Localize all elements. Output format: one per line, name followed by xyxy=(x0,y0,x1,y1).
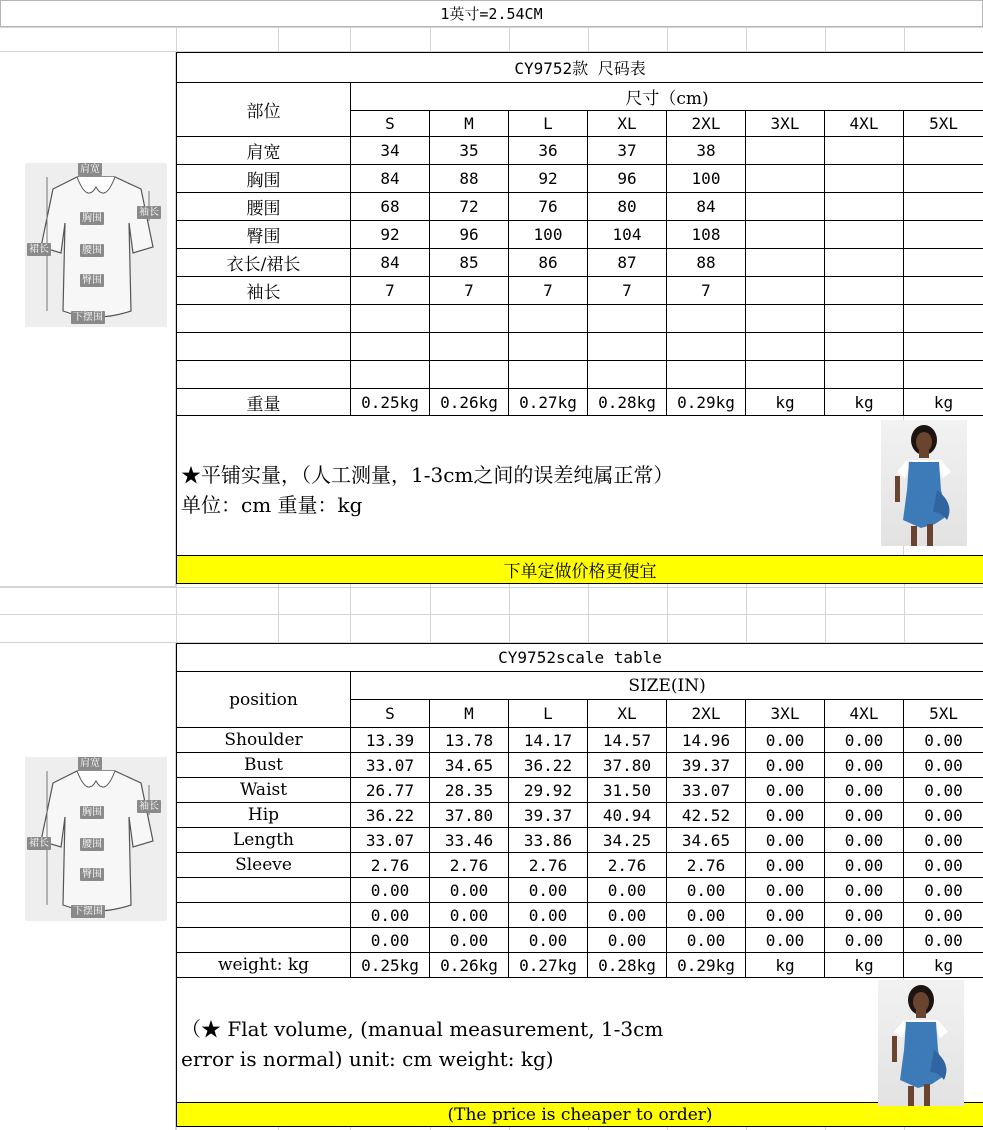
value-cell xyxy=(825,361,904,389)
value-cell: 0.00 xyxy=(825,928,904,953)
value-cell: 33.07 xyxy=(351,828,430,853)
value-cell: 0.00 xyxy=(904,828,983,853)
value-cell: 68 xyxy=(351,193,430,221)
value-cell: 2.76 xyxy=(588,853,667,878)
value-cell xyxy=(351,333,430,361)
value-cell: 31.50 xyxy=(588,778,667,803)
value-cell: 0.00 xyxy=(588,878,667,903)
label-hip: 臀围 xyxy=(82,869,102,880)
size-cell: 3XL xyxy=(746,111,825,137)
value-cell: 88 xyxy=(667,249,746,277)
value-cell: 0.00 xyxy=(825,853,904,878)
weight-cell: kg xyxy=(825,953,904,978)
value-cell xyxy=(746,361,825,389)
value-cell: 0.00 xyxy=(825,728,904,753)
value-cell: 2.76 xyxy=(509,853,588,878)
label-bust: 胸围 xyxy=(82,213,102,224)
label-length: 裙长 xyxy=(29,838,49,849)
label-length: 裙长 xyxy=(29,244,49,255)
weight-label: weight: kg xyxy=(177,953,351,978)
model-photo-icon xyxy=(878,980,964,1106)
row-label: 腰围 xyxy=(177,193,351,221)
label-sleeve: 袖长 xyxy=(139,207,159,218)
value-cell xyxy=(825,137,904,165)
value-cell xyxy=(904,137,983,165)
value-cell: 0.00 xyxy=(351,878,430,903)
value-cell: 14.57 xyxy=(588,728,667,753)
table-row xyxy=(177,249,983,277)
value-cell: 2.76 xyxy=(667,853,746,878)
value-cell: 33.46 xyxy=(430,828,509,853)
row-label: Sleeve xyxy=(177,853,351,878)
value-cell xyxy=(667,361,746,389)
value-cell xyxy=(825,193,904,221)
value-cell: 7 xyxy=(351,277,430,305)
value-cell: 0.00 xyxy=(904,803,983,828)
row-label: Length xyxy=(177,828,351,853)
label-hip: 臀围 xyxy=(82,275,102,286)
weight-cell: 0.29kg xyxy=(667,389,746,416)
value-cell: 33.07 xyxy=(667,778,746,803)
table-row xyxy=(177,137,983,165)
value-cell: 96 xyxy=(430,221,509,249)
weight-cell: kg xyxy=(746,953,825,978)
table-row xyxy=(177,803,983,828)
value-cell xyxy=(509,333,588,361)
value-cell: 33.86 xyxy=(509,828,588,853)
weight-cell: 0.25kg xyxy=(351,953,430,978)
garment-diagram-cn xyxy=(25,163,167,327)
label-hem: 下摆围 xyxy=(73,312,103,323)
label-waist: 腰围 xyxy=(82,839,102,850)
value-cell xyxy=(351,305,430,333)
value-cell xyxy=(825,221,904,249)
value-cell: 0.00 xyxy=(904,928,983,953)
note-text-en xyxy=(181,1014,663,1074)
value-cell: 0.00 xyxy=(588,903,667,928)
weight-cell: kg xyxy=(746,389,825,416)
value-cell xyxy=(904,277,983,305)
value-cell: 37.80 xyxy=(430,803,509,828)
value-cell xyxy=(430,333,509,361)
size-cell: XL xyxy=(588,700,667,728)
note-line: （★ Flat volume, (manual measurement, 1-3cm xyxy=(181,1017,664,1041)
row-label xyxy=(177,878,351,903)
weight-cell: kg xyxy=(904,953,983,978)
label-bust: 胸围 xyxy=(82,807,102,818)
value-cell xyxy=(588,305,667,333)
value-cell xyxy=(509,361,588,389)
value-cell: 2.76 xyxy=(430,853,509,878)
value-cell: 0.00 xyxy=(825,753,904,778)
value-cell: 88 xyxy=(430,165,509,193)
value-cell xyxy=(904,249,983,277)
value-cell: 84 xyxy=(351,165,430,193)
value-cell xyxy=(904,361,983,389)
value-cell xyxy=(351,361,430,389)
value-cell xyxy=(825,277,904,305)
value-cell: 14.96 xyxy=(667,728,746,753)
unit-header: 1英寸=2.54CM xyxy=(0,0,983,27)
value-cell: 0.00 xyxy=(904,728,983,753)
value-cell: 0.00 xyxy=(904,903,983,928)
label-hem: 下摆围 xyxy=(73,906,103,917)
row-label xyxy=(177,333,351,361)
value-cell: 38 xyxy=(667,137,746,165)
value-cell: 84 xyxy=(667,193,746,221)
table-row xyxy=(177,778,983,803)
value-cell: 13.39 xyxy=(351,728,430,753)
value-cell xyxy=(746,277,825,305)
size-cell: 3XL xyxy=(746,700,825,728)
value-cell: 28.35 xyxy=(430,778,509,803)
value-cell: 0.00 xyxy=(904,778,983,803)
note-line: 单位：cm 重量：kg xyxy=(181,493,363,517)
value-cell: 2.76 xyxy=(351,853,430,878)
part-header: position xyxy=(177,672,351,728)
weight-row xyxy=(177,389,983,416)
value-cell: 14.17 xyxy=(509,728,588,753)
size-cell: L xyxy=(509,111,588,137)
value-cell: 34.65 xyxy=(667,828,746,853)
weight-cell: 0.26kg xyxy=(430,389,509,416)
table-row xyxy=(177,165,983,193)
value-cell: 0.00 xyxy=(746,903,825,928)
value-cell: 80 xyxy=(588,193,667,221)
size-cell: S xyxy=(351,111,430,137)
value-cell: 36 xyxy=(509,137,588,165)
label-waist: 腰围 xyxy=(82,245,102,256)
value-cell xyxy=(746,333,825,361)
row-label: Shoulder xyxy=(177,728,351,753)
part-header: 部位 xyxy=(177,83,351,137)
row-label: Waist xyxy=(177,778,351,803)
table-row xyxy=(177,878,983,903)
note-line: ★平铺实量，（人工测量，1-3cm之间的误差纯属正常） xyxy=(181,463,674,487)
value-cell xyxy=(825,305,904,333)
weight-cell: 0.28kg xyxy=(588,953,667,978)
value-cell xyxy=(430,305,509,333)
value-cell: 108 xyxy=(667,221,746,249)
size-cell: 2XL xyxy=(667,111,746,137)
value-cell: 0.00 xyxy=(430,878,509,903)
row-label: Bust xyxy=(177,753,351,778)
value-cell xyxy=(588,333,667,361)
note-line: error is normal) unit: cm weight: kg) xyxy=(181,1047,554,1071)
value-cell: 0.00 xyxy=(509,878,588,903)
footer-banner: 下单定做价格更便宜 xyxy=(177,556,983,584)
size-header: 尺寸（cm) xyxy=(351,83,983,111)
row-label xyxy=(177,361,351,389)
value-cell: 0.00 xyxy=(904,878,983,903)
value-cell: 39.37 xyxy=(509,803,588,828)
value-cell: 35 xyxy=(430,137,509,165)
value-cell: 0.00 xyxy=(746,828,825,853)
value-cell: 36.22 xyxy=(351,803,430,828)
value-cell xyxy=(746,165,825,193)
value-cell: 29.92 xyxy=(509,778,588,803)
value-cell: 87 xyxy=(588,249,667,277)
row-label: 衣长/裙长 xyxy=(177,249,351,277)
value-cell xyxy=(904,193,983,221)
grid-row-line xyxy=(0,614,983,615)
value-cell: 104 xyxy=(588,221,667,249)
row-label xyxy=(177,305,351,333)
table-title: CY9752款 尺码表 xyxy=(177,53,983,83)
size-cell: M xyxy=(430,111,509,137)
value-cell: 37.80 xyxy=(588,753,667,778)
value-cell: 0.00 xyxy=(904,853,983,878)
table-row xyxy=(177,361,983,389)
weight-cell: 0.26kg xyxy=(430,953,509,978)
value-cell xyxy=(825,165,904,193)
value-cell: 39.37 xyxy=(667,753,746,778)
value-cell xyxy=(825,333,904,361)
table-row xyxy=(177,193,983,221)
value-cell xyxy=(904,221,983,249)
weight-cell: 0.28kg xyxy=(588,389,667,416)
value-cell: 33.07 xyxy=(351,753,430,778)
grid-row-line xyxy=(0,27,983,28)
table-row xyxy=(177,928,983,953)
row-label: 胸围 xyxy=(177,165,351,193)
size-cell: S xyxy=(351,700,430,728)
row-label: 肩宽 xyxy=(177,137,351,165)
value-cell: 92 xyxy=(509,165,588,193)
value-cell: 0.00 xyxy=(746,753,825,778)
value-cell: 86 xyxy=(509,249,588,277)
weight-cell: 0.27kg xyxy=(509,389,588,416)
value-cell xyxy=(746,305,825,333)
value-cell: 0.00 xyxy=(904,753,983,778)
size-cell: 2XL xyxy=(667,700,746,728)
table-row xyxy=(177,903,983,928)
value-cell: 0.00 xyxy=(667,903,746,928)
table-row xyxy=(177,333,983,361)
value-cell: 0.00 xyxy=(746,778,825,803)
row-label xyxy=(177,928,351,953)
value-cell: 0.00 xyxy=(667,928,746,953)
size-cell: 4XL xyxy=(825,700,904,728)
value-cell: 0.00 xyxy=(588,928,667,953)
value-cell: 13.78 xyxy=(430,728,509,753)
size-cell: L xyxy=(509,700,588,728)
label-sleeve: 袖长 xyxy=(139,801,159,812)
size-cell: 4XL xyxy=(825,111,904,137)
value-cell: 0.00 xyxy=(746,728,825,753)
value-cell: 34.25 xyxy=(588,828,667,853)
value-cell xyxy=(904,165,983,193)
row-label: Hip xyxy=(177,803,351,828)
value-cell: 37 xyxy=(588,137,667,165)
table-row xyxy=(177,753,983,778)
product-photo-cn xyxy=(881,420,967,546)
value-cell: 0.00 xyxy=(351,903,430,928)
value-cell: 7 xyxy=(430,277,509,305)
value-cell: 0.00 xyxy=(746,878,825,903)
value-cell: 0.00 xyxy=(509,928,588,953)
table-row xyxy=(177,853,983,878)
value-cell xyxy=(904,305,983,333)
weight-cell: 0.25kg xyxy=(351,389,430,416)
value-cell: 92 xyxy=(351,221,430,249)
table-row xyxy=(177,277,983,305)
value-cell: 26.77 xyxy=(351,778,430,803)
value-cell: 0.00 xyxy=(509,903,588,928)
note-text-cn xyxy=(181,460,673,520)
value-cell: 96 xyxy=(588,165,667,193)
value-cell: 0.00 xyxy=(351,928,430,953)
weight-cell: kg xyxy=(904,389,983,416)
value-cell: 0.00 xyxy=(430,903,509,928)
value-cell: 100 xyxy=(509,221,588,249)
weight-cell: 0.27kg xyxy=(509,953,588,978)
value-cell: 7 xyxy=(509,277,588,305)
value-cell: 0.00 xyxy=(825,903,904,928)
value-cell: 36.22 xyxy=(509,753,588,778)
value-cell: 85 xyxy=(430,249,509,277)
value-cell xyxy=(430,361,509,389)
value-cell xyxy=(588,361,667,389)
value-cell xyxy=(904,333,983,361)
value-cell: 76 xyxy=(509,193,588,221)
value-cell: 0.00 xyxy=(746,853,825,878)
weight-cell: kg xyxy=(825,389,904,416)
value-cell: 0.00 xyxy=(825,778,904,803)
value-cell xyxy=(746,193,825,221)
product-photo-en xyxy=(878,980,964,1106)
size-header: SIZE(IN) xyxy=(351,672,983,700)
value-cell: 34.65 xyxy=(430,753,509,778)
value-cell xyxy=(746,221,825,249)
table-row xyxy=(177,828,983,853)
size-cell: M xyxy=(430,700,509,728)
value-cell xyxy=(667,305,746,333)
size-cell: 5XL xyxy=(904,700,983,728)
size-cell: XL xyxy=(588,111,667,137)
row-label xyxy=(177,903,351,928)
value-cell: 0.00 xyxy=(825,878,904,903)
value-cell: 7 xyxy=(667,277,746,305)
value-cell: 72 xyxy=(430,193,509,221)
value-cell: 0.00 xyxy=(746,803,825,828)
garment-diagram-en xyxy=(25,757,167,921)
model-photo-icon xyxy=(881,420,967,546)
value-cell: 0.00 xyxy=(825,828,904,853)
value-cell xyxy=(746,249,825,277)
value-cell: 34 xyxy=(351,137,430,165)
table-row xyxy=(177,728,983,753)
value-cell: 0.00 xyxy=(825,803,904,828)
value-cell: 7 xyxy=(588,277,667,305)
value-cell: 0.00 xyxy=(430,928,509,953)
weight-cell: 0.29kg xyxy=(667,953,746,978)
size-cell: 5XL xyxy=(904,111,983,137)
value-cell: 84 xyxy=(351,249,430,277)
label-shoulder: 肩宽 xyxy=(80,758,100,769)
table-title: CY9752scale table xyxy=(177,644,983,672)
table-row xyxy=(177,305,983,333)
table-row xyxy=(177,221,983,249)
row-label: 袖长 xyxy=(177,277,351,305)
value-cell: 100 xyxy=(667,165,746,193)
value-cell xyxy=(667,333,746,361)
value-cell: 0.00 xyxy=(667,878,746,903)
value-cell xyxy=(825,249,904,277)
row-label: 臀围 xyxy=(177,221,351,249)
label-shoulder: 肩宽 xyxy=(80,164,100,175)
value-cell xyxy=(746,137,825,165)
value-cell xyxy=(509,305,588,333)
value-cell: 0.00 xyxy=(746,928,825,953)
grid-row-line xyxy=(0,587,983,588)
value-cell: 40.94 xyxy=(588,803,667,828)
weight-row xyxy=(177,953,983,978)
footer-banner: (The price is cheaper to order) xyxy=(177,1103,983,1127)
value-cell: 42.52 xyxy=(667,803,746,828)
weight-label: 重量 xyxy=(177,389,351,416)
